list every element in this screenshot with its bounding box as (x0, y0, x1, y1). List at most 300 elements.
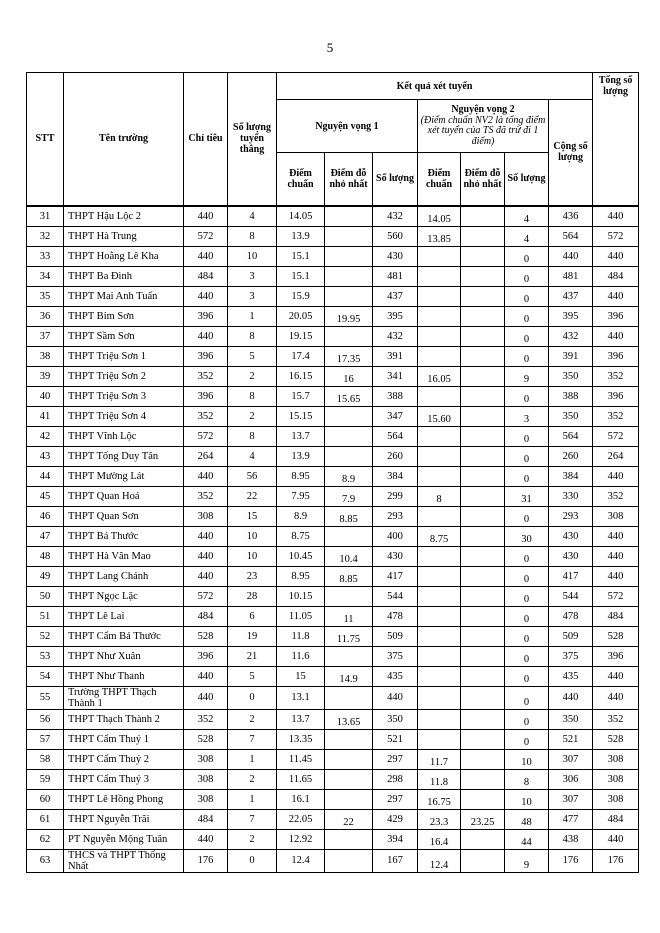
cell-quota: 440 (184, 666, 228, 686)
cell-direct-admission: 21 (228, 646, 277, 666)
cell-school-name: THPT Hậu Lộc 2 (64, 206, 184, 227)
cell-quota: 352 (184, 486, 228, 506)
cell-nv2-count: 30 (505, 526, 549, 546)
cell-subtotal: 306 (549, 769, 593, 789)
cell-nv1-count: 260 (373, 446, 418, 466)
cell-total: 352 (593, 486, 639, 506)
cell-nv2-cutoff (418, 566, 461, 586)
header-nv2 (418, 100, 549, 153)
cell-school-name: THPT Vĩnh Lộc (64, 426, 184, 446)
header-nv2-note: (Điểm chuẩn NV2 là tổng điểm xét tuyển của TS đã trừ đi 1 điểm) (420, 114, 546, 147)
cell-nv1-count: 435 (373, 666, 418, 686)
cell-nv1-cutoff: 13.9 (277, 226, 325, 246)
cell-nv1-min-score (325, 646, 373, 666)
cell-nv1-count: 481 (373, 266, 418, 286)
cell-quota: 352 (184, 366, 228, 386)
cell-subtotal: 417 (549, 566, 593, 586)
table-row (27, 226, 639, 246)
cell-nv1-count: 299 (373, 486, 418, 506)
cell-nv2-min-score (461, 769, 505, 789)
cell-quota: 396 (184, 386, 228, 406)
cell-nv2-count: 0 (505, 426, 549, 446)
cell-school-name: THPT Cẩm Thuỷ 3 (64, 769, 184, 789)
cell-nv1-cutoff: 13.7 (277, 709, 325, 729)
cell-quota: 484 (184, 266, 228, 286)
cell-school-name: THPT Lang Chánh (64, 566, 184, 586)
table-row (27, 686, 639, 709)
cell-quota: 308 (184, 769, 228, 789)
cell-nv1-min-score (325, 266, 373, 286)
cell-nv1-count: 432 (373, 206, 418, 227)
cell-nv1-min-score: 15.65 (325, 386, 373, 406)
cell-direct-admission: 23 (228, 566, 277, 586)
cell-nv1-min-score: 17.35 (325, 346, 373, 366)
cell-stt: 54 (27, 666, 64, 686)
cell-nv1-cutoff: 15.1 (277, 266, 325, 286)
cell-stt: 49 (27, 566, 64, 586)
cell-nv1-min-score: 22 (325, 809, 373, 829)
cell-total: 440 (593, 246, 639, 266)
cell-school-name: THPT Cẩm Thuỷ 2 (64, 749, 184, 769)
cell-nv2-min-score (461, 346, 505, 366)
cell-nv2-count: 4 (505, 206, 549, 227)
header-stt: STT (27, 73, 64, 206)
cell-total: 440 (593, 546, 639, 566)
cell-total: 440 (593, 466, 639, 486)
cell-nv2-cutoff: 16.4 (418, 829, 461, 849)
cell-subtotal: 481 (549, 266, 593, 286)
cell-nv2-min-score (461, 686, 505, 709)
cell-direct-admission: 2 (228, 829, 277, 849)
table-row (27, 809, 639, 829)
cell-school-name: THPT Sầm Sơn (64, 326, 184, 346)
cell-nv1-cutoff: 12.4 (277, 849, 325, 872)
cell-stt: 53 (27, 646, 64, 666)
cell-nv1-cutoff: 22.05 (277, 809, 325, 829)
cell-quota: 484 (184, 809, 228, 829)
cell-quota: 440 (184, 286, 228, 306)
cell-subtotal: 430 (549, 526, 593, 546)
header-nv1-cutoff: Điểm chuẩn (277, 153, 325, 206)
cell-nv2-count: 0 (505, 729, 549, 749)
table-row (27, 326, 639, 346)
cell-stt: 47 (27, 526, 64, 546)
cell-subtotal: 350 (549, 366, 593, 386)
table-row (27, 246, 639, 266)
cell-stt: 46 (27, 506, 64, 526)
cell-nv1-cutoff: 13.7 (277, 426, 325, 446)
table-row (27, 769, 639, 789)
cell-nv2-count: 0 (505, 566, 549, 586)
cell-nv2-min-score (461, 226, 505, 246)
cell-nv1-cutoff: 16.15 (277, 366, 325, 386)
cell-nv1-min-score (325, 526, 373, 546)
cell-direct-admission: 8 (228, 326, 277, 346)
cell-nv1-count: 375 (373, 646, 418, 666)
cell-total: 440 (593, 206, 639, 227)
cell-quota: 308 (184, 506, 228, 526)
cell-school-name: THPT Lê Lai (64, 606, 184, 626)
cell-stt: 52 (27, 626, 64, 646)
cell-quota: 440 (184, 206, 228, 227)
header-nv2-cutoff: Điểm chuẩn (418, 153, 461, 206)
cell-nv1-count: 167 (373, 849, 418, 872)
cell-stt: 36 (27, 306, 64, 326)
cell-subtotal: 435 (549, 666, 593, 686)
cell-school-name: THPT Nguyễn Trãi (64, 809, 184, 829)
cell-nv2-min-score (461, 829, 505, 849)
cell-nv2-cutoff (418, 326, 461, 346)
table-row (27, 666, 639, 686)
table-row (27, 206, 639, 227)
cell-nv2-min-score (461, 586, 505, 606)
cell-total: 176 (593, 849, 639, 872)
cell-total: 396 (593, 346, 639, 366)
cell-stt: 55 (27, 686, 64, 709)
cell-direct-admission: 28 (228, 586, 277, 606)
cell-nv1-count: 430 (373, 246, 418, 266)
cell-nv1-min-score: 8.85 (325, 566, 373, 586)
cell-nv2-min-score (461, 426, 505, 446)
table-row (27, 366, 639, 386)
cell-nv2-count: 0 (505, 666, 549, 686)
cell-nv2-count: 0 (505, 446, 549, 466)
cell-nv2-count: 0 (505, 286, 549, 306)
cell-nv1-min-score (325, 246, 373, 266)
cell-nv2-cutoff (418, 666, 461, 686)
cell-direct-admission: 0 (228, 686, 277, 709)
cell-nv2-cutoff: 8 (418, 486, 461, 506)
cell-school-name: Trường THPT Thạch Thành 1 (64, 686, 184, 709)
cell-stt: 51 (27, 606, 64, 626)
cell-nv1-min-score: 13.65 (325, 709, 373, 729)
cell-nv1-min-score (325, 749, 373, 769)
cell-nv2-count: 10 (505, 789, 549, 809)
cell-direct-admission: 3 (228, 266, 277, 286)
cell-quota: 528 (184, 626, 228, 646)
cell-school-name: THPT Cẩm Thuỷ 1 (64, 729, 184, 749)
cell-nv2-min-score (461, 246, 505, 266)
cell-nv2-count: 3 (505, 406, 549, 426)
cell-total: 484 (593, 606, 639, 626)
cell-stt: 35 (27, 286, 64, 306)
cell-nv2-min-score (461, 366, 505, 386)
table-row (27, 566, 639, 586)
cell-nv2-cutoff (418, 466, 461, 486)
cell-nv1-count: 388 (373, 386, 418, 406)
table-header (27, 73, 639, 206)
cell-nv1-min-score (325, 729, 373, 749)
cell-nv1-cutoff: 15.9 (277, 286, 325, 306)
cell-nv2-count: 0 (505, 266, 549, 286)
cell-nv1-cutoff: 10.45 (277, 546, 325, 566)
cell-nv1-min-score (325, 789, 373, 809)
cell-nv1-count: 293 (373, 506, 418, 526)
cell-nv2-count: 10 (505, 749, 549, 769)
cell-direct-admission: 4 (228, 446, 277, 466)
cell-school-name: THPT Hà Trung (64, 226, 184, 246)
header-nv2-min-score: Điểm đỗ nhỏ nhất (461, 153, 505, 206)
header-subtotal: Cộng số lượng (549, 100, 593, 206)
cell-total: 440 (593, 829, 639, 849)
cell-nv1-cutoff: 13.9 (277, 446, 325, 466)
cell-nv2-count: 9 (505, 849, 549, 872)
cell-nv1-min-score (325, 406, 373, 426)
cell-subtotal: 388 (549, 386, 593, 406)
table-row (27, 646, 639, 666)
cell-stt: 40 (27, 386, 64, 406)
cell-school-name: THPT Cẩm Bá Thước (64, 626, 184, 646)
cell-nv1-cutoff: 15.7 (277, 386, 325, 406)
cell-nv2-min-score (461, 709, 505, 729)
cell-quota: 528 (184, 729, 228, 749)
table-row (27, 749, 639, 769)
cell-direct-admission: 7 (228, 729, 277, 749)
cell-total: 396 (593, 386, 639, 406)
cell-stt: 41 (27, 406, 64, 426)
cell-nv2-cutoff (418, 729, 461, 749)
cell-stt: 44 (27, 466, 64, 486)
table-row (27, 486, 639, 506)
cell-direct-admission: 1 (228, 306, 277, 326)
cell-school-name: THPT Hoằng Lê Kha (64, 246, 184, 266)
header-total: Tổng số lượng (593, 73, 639, 206)
cell-subtotal: 293 (549, 506, 593, 526)
cell-nv1-count: 347 (373, 406, 418, 426)
cell-subtotal: 477 (549, 809, 593, 829)
cell-nv1-count: 417 (373, 566, 418, 586)
cell-quota: 440 (184, 326, 228, 346)
cell-school-name: THPT Bỉm Sơn (64, 306, 184, 326)
table-body (27, 206, 639, 873)
cell-quota: 440 (184, 546, 228, 566)
cell-nv1-min-score: 8.85 (325, 506, 373, 526)
cell-direct-admission: 5 (228, 346, 277, 366)
cell-total: 484 (593, 266, 639, 286)
cell-subtotal: 375 (549, 646, 593, 666)
cell-nv1-cutoff: 12.92 (277, 829, 325, 849)
cell-subtotal: 440 (549, 246, 593, 266)
cell-total: 308 (593, 769, 639, 789)
cell-subtotal: 564 (549, 226, 593, 246)
cell-stt: 32 (27, 226, 64, 246)
cell-nv2-min-score (461, 306, 505, 326)
table-row (27, 829, 639, 849)
cell-total: 440 (593, 666, 639, 686)
table-row (27, 346, 639, 366)
cell-nv1-count: 400 (373, 526, 418, 546)
table-row (27, 849, 639, 872)
cell-subtotal: 330 (549, 486, 593, 506)
cell-quota: 440 (184, 566, 228, 586)
cell-stt: 59 (27, 769, 64, 789)
cell-subtotal: 260 (549, 446, 593, 466)
cell-nv1-min-score (325, 586, 373, 606)
cell-total: 572 (593, 226, 639, 246)
header-direct-admission: Số lượng tuyển thẳng (228, 73, 277, 206)
cell-quota: 264 (184, 446, 228, 466)
cell-stt: 60 (27, 789, 64, 809)
cell-nv1-cutoff: 16.1 (277, 789, 325, 809)
cell-school-name: THPT Triệu Sơn 4 (64, 406, 184, 426)
cell-total: 440 (593, 286, 639, 306)
cell-stt: 57 (27, 729, 64, 749)
cell-quota: 440 (184, 829, 228, 849)
cell-nv1-min-score (325, 206, 373, 227)
cell-nv2-cutoff (418, 626, 461, 646)
cell-school-name: THPT Như Xuân (64, 646, 184, 666)
cell-nv2-count: 0 (505, 686, 549, 709)
cell-nv1-min-score (325, 769, 373, 789)
cell-nv1-count: 521 (373, 729, 418, 749)
cell-subtotal: 521 (549, 729, 593, 749)
cell-nv1-count: 509 (373, 626, 418, 646)
cell-nv1-count: 298 (373, 769, 418, 789)
cell-nv1-cutoff: 11.8 (277, 626, 325, 646)
cell-stt: 39 (27, 366, 64, 386)
cell-school-name: PT Nguyễn Mộng Tuân (64, 829, 184, 849)
cell-subtotal: 437 (549, 286, 593, 306)
cell-school-name: THPT Quan Hoá (64, 486, 184, 506)
cell-nv1-cutoff: 13.1 (277, 686, 325, 709)
cell-nv2-cutoff: 16.75 (418, 789, 461, 809)
header-nv2-count: Số lượng (505, 153, 549, 206)
table-row (27, 306, 639, 326)
cell-total: 440 (593, 326, 639, 346)
cell-school-name: THPT Thạch Thành 2 (64, 709, 184, 729)
cell-nv2-cutoff (418, 286, 461, 306)
cell-stt: 61 (27, 809, 64, 829)
cell-stt: 48 (27, 546, 64, 566)
cell-direct-admission: 0 (228, 849, 277, 872)
cell-nv2-min-score (461, 646, 505, 666)
cell-subtotal: 350 (549, 709, 593, 729)
cell-subtotal: 440 (549, 686, 593, 709)
cell-total: 352 (593, 406, 639, 426)
cell-nv2-cutoff (418, 266, 461, 286)
cell-quota: 572 (184, 586, 228, 606)
cell-nv1-cutoff: 11.65 (277, 769, 325, 789)
cell-stt: 63 (27, 849, 64, 872)
cell-nv2-count: 0 (505, 646, 549, 666)
cell-nv1-count: 297 (373, 789, 418, 809)
cell-nv2-min-score (461, 749, 505, 769)
cell-nv1-count: 430 (373, 546, 418, 566)
cell-nv2-cutoff (418, 346, 461, 366)
cell-school-name: THPT Lê Hồng Phong (64, 789, 184, 809)
cell-school-name: THPT Tống Duy Tân (64, 446, 184, 466)
cell-school-name: THPT Mai Anh Tuấn (64, 286, 184, 306)
cell-direct-admission: 22 (228, 486, 277, 506)
header-results: Kết quả xét tuyển (277, 73, 593, 100)
cell-direct-admission: 10 (228, 546, 277, 566)
cell-direct-admission: 1 (228, 789, 277, 809)
cell-total: 440 (593, 566, 639, 586)
cell-total: 396 (593, 646, 639, 666)
cell-nv2-cutoff (418, 546, 461, 566)
cell-nv2-min-score (461, 466, 505, 486)
header-nv1: Nguyện vọng 1 (277, 100, 418, 153)
table-row (27, 266, 639, 286)
cell-nv2-min-score (461, 286, 505, 306)
cell-nv2-count: 44 (505, 829, 549, 849)
cell-nv1-min-score: 11 (325, 606, 373, 626)
cell-quota: 352 (184, 406, 228, 426)
cell-stt: 33 (27, 246, 64, 266)
cell-nv1-cutoff: 11.6 (277, 646, 325, 666)
cell-subtotal: 544 (549, 586, 593, 606)
cell-nv1-count: 341 (373, 366, 418, 386)
cell-nv2-min-score (461, 486, 505, 506)
cell-subtotal: 430 (549, 546, 593, 566)
cell-direct-admission: 2 (228, 406, 277, 426)
cell-nv2-min-score (461, 626, 505, 646)
cell-nv1-count: 297 (373, 749, 418, 769)
cell-nv2-min-score (461, 606, 505, 626)
cell-nv2-count: 0 (505, 306, 549, 326)
cell-subtotal: 350 (549, 406, 593, 426)
cell-school-name: THPT Triệu Sơn 2 (64, 366, 184, 386)
cell-nv1-cutoff: 7.95 (277, 486, 325, 506)
cell-nv1-cutoff: 17.4 (277, 346, 325, 366)
cell-nv2-min-score (461, 386, 505, 406)
cell-subtotal: 436 (549, 206, 593, 227)
cell-nv2-count: 0 (505, 346, 549, 366)
cell-direct-admission: 56 (228, 466, 277, 486)
cell-school-name: THPT Mường Lát (64, 466, 184, 486)
cell-nv2-count: 9 (505, 366, 549, 386)
table-row (27, 709, 639, 729)
cell-nv1-min-score: 10.4 (325, 546, 373, 566)
cell-nv1-min-score (325, 326, 373, 346)
cell-nv1-cutoff: 15 (277, 666, 325, 686)
table-row (27, 626, 639, 646)
cell-direct-admission: 2 (228, 366, 277, 386)
cell-nv2-count: 0 (505, 326, 549, 346)
cell-total: 572 (593, 426, 639, 446)
cell-quota: 396 (184, 346, 228, 366)
cell-nv1-cutoff: 15.1 (277, 246, 325, 266)
cell-nv2-cutoff: 8.75 (418, 526, 461, 546)
cell-total: 308 (593, 789, 639, 809)
cell-direct-admission: 15 (228, 506, 277, 526)
cell-total: 264 (593, 446, 639, 466)
cell-nv1-count: 394 (373, 829, 418, 849)
cell-nv1-min-score (325, 286, 373, 306)
cell-nv1-count: 564 (373, 426, 418, 446)
header-quota: Chỉ tiêu (184, 73, 228, 206)
cell-nv2-min-score (461, 566, 505, 586)
cell-nv1-min-score (325, 849, 373, 872)
cell-nv1-count: 384 (373, 466, 418, 486)
cell-total: 440 (593, 686, 639, 709)
cell-quota: 352 (184, 709, 228, 729)
table-row (27, 506, 639, 526)
cell-nv2-count: 0 (505, 606, 549, 626)
cell-nv2-count: 0 (505, 466, 549, 486)
cell-subtotal: 432 (549, 326, 593, 346)
cell-quota: 440 (184, 466, 228, 486)
cell-nv2-count: 31 (505, 486, 549, 506)
cell-nv2-min-score (461, 206, 505, 227)
cell-nv1-cutoff: 15.15 (277, 406, 325, 426)
cell-nv2-cutoff (418, 246, 461, 266)
cell-direct-admission: 4 (228, 206, 277, 227)
cell-quota: 572 (184, 426, 228, 446)
cell-direct-admission: 10 (228, 526, 277, 546)
cell-school-name: THPT Ba Đình (64, 266, 184, 286)
cell-direct-admission: 5 (228, 666, 277, 686)
